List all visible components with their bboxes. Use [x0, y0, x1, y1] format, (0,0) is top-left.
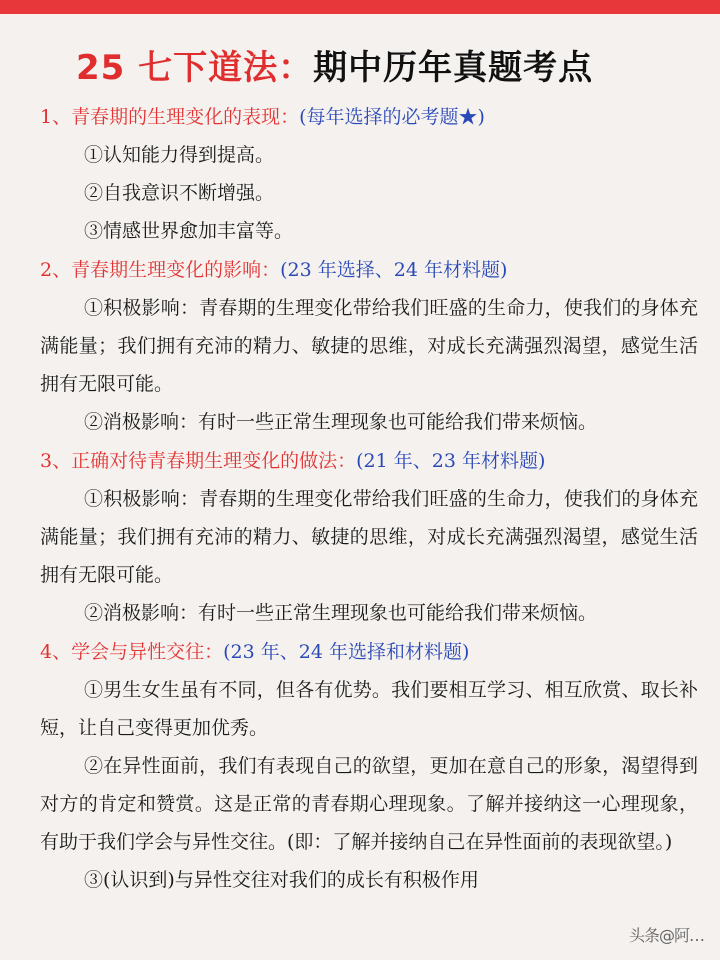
- paragraph: ①积极影响：青春期的生理变化带给我们旺盛的生命力，使我们的身体充满能量；我们拥有充沛的精力、敏捷的思维，对成长充满强烈渴望，感觉生活拥有无限可能。: [40, 297, 698, 395]
- section-title: 正确对待青春期生理变化的做法：: [71, 450, 357, 472]
- paragraph: ①男生女生虽有不同，但各有优势。我们要相互学习、相互欣赏、取长补短，让自己变得更加优秀。: [40, 679, 698, 739]
- section-1-heading: [40, 101, 698, 134]
- watermark: 头条@阿…: [628, 926, 704, 945]
- section-note: (21 年、23 年材料题): [356, 450, 546, 472]
- document-page: [0, 14, 720, 960]
- title-red-part: 25 七下道法：: [76, 48, 314, 88]
- section-number: 2、: [40, 259, 72, 281]
- section-2-heading: [40, 254, 698, 287]
- section-number: 1、: [40, 106, 72, 128]
- section-title: 青春期的生理变化的表现：: [71, 106, 300, 128]
- section-number: 4、: [40, 641, 72, 663]
- list-item: ①认知能力得到提高。: [84, 144, 275, 166]
- section-title: 青春期生理变化的影响：: [71, 259, 281, 281]
- list-item: ②自我意识不断增强。: [84, 182, 275, 204]
- list-item: ③情感世界愈加丰富等。: [84, 220, 294, 242]
- paragraph: ②消极影响：有时一些正常生理现象也可能给我们带来烦恼。: [84, 411, 598, 433]
- section-number: 3、: [40, 450, 72, 472]
- paragraph: ①积极影响：青春期的生理变化带给我们旺盛的生命力，使我们的身体充满能量；我们拥有充沛的精力、敏捷的思维，对成长充满强烈渴望，感觉生活拥有无限可能。: [40, 488, 698, 586]
- paragraph: ③(认识到)与异性交往对我们的成长有积极作用: [84, 869, 479, 891]
- section-3-heading: [40, 445, 698, 478]
- paragraph: ②在异性面前，我们有表现自己的欲望，更加在意自己的形象，渴望得到对方的肯定和赞赏。这是正常的青春期心理现象。了解并接纳这一心理现象，有助于我们学会与异性交往。(即：了解并接纳自己在异性面前的表现欲望。): [40, 755, 698, 853]
- section-note: (每年选择的必考题★): [299, 106, 485, 128]
- section-title: 学会与异性交往：: [71, 641, 224, 663]
- section-4-heading: [40, 636, 698, 669]
- section-note: (23 年、24 年选择和材料题): [223, 641, 470, 663]
- paragraph: ②消极影响：有时一些正常生理现象也可能给我们带来烦恼。: [84, 602, 598, 624]
- top-accent-bar: [0, 0, 720, 14]
- title-black-part: 期中历年真题考点: [313, 48, 594, 88]
- section-note: (23 年选择、24 年材料题): [280, 259, 508, 281]
- page-title: [76, 40, 698, 89]
